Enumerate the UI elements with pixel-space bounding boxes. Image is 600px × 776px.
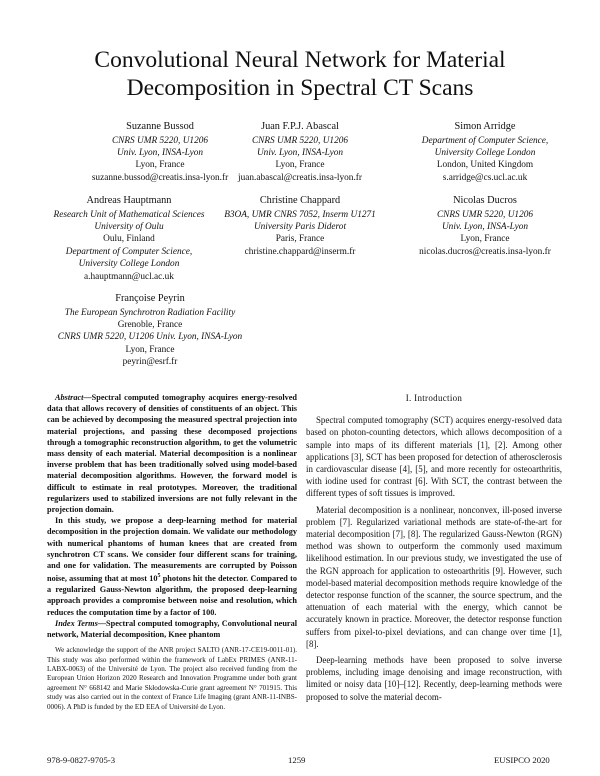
author-block [212,194,388,258]
paper-title: Convolutional Neural Network for Material Decomposition in Spectral CT Scans [94,47,506,101]
photon-exponent: 5 [157,573,161,580]
abstract-lead: Abstract [55,393,84,402]
author-block [38,194,220,283]
acknowledgment-footnote: We acknowledge the support of the ANR project SALTO (ANR-17-CE19-0011-01). This study was also performed within the framework of LabEx PRIMES (ANR-11-LABX-0063) of the Université de Lyon. The project also received funding from the European Union Horizon 2020 Research and Innovation Programme under both grant agreement N° 668142 and Marie Skłodowska-Curie grant agreement N° 701915. This study was also carried out in the context of France Life Imaging (grant ANR-11-INBS-0006). A PhD is funded by the ED EEA of Université de Lyon. [47,646,297,711]
footer-conference: EUSIPCO 2020 [494,755,550,765]
author-name: Simon Arridge [454,121,516,132]
footer-isbn: 978-9-0827-9705-3 [47,755,116,765]
author-affiliation-line: University Paris Diderot [253,221,347,232]
author-affiliation-line: CNRS UMR 5220, U1206 Univ. Lyon, INSA-Lyon [57,332,243,343]
right-column [306,392,562,707]
index-terms: Index Terms—Spectral computed tomography, Convolutional neural network, Material decomposition, Knee phantom [47,618,297,640]
author-affiliation-line: CNRS UMR 5220, U1206 [251,135,349,146]
author-affiliation-line: Department of Computer Science, [65,246,193,257]
author-affiliation-line: Department of Computer Science, [421,135,549,146]
author-affiliation-line: London, United Kingdom [436,160,534,171]
author-affiliation-line: CNRS UMR 5220, U1206 [111,135,209,146]
author-name: Nicolas Ducros [453,195,517,206]
intro-paragraph: Deep-learning methods have been proposed to solve inverse problems, including image denoising and image reconstruction, with limited or noisy data [10]–[12]. Recently, deep-learning methods were proposed to solve the material decom- [306,655,562,702]
author-affiliation-line: The European Synchrotron Radiation Facility [64,307,236,318]
author-affiliation-line: Lyon, France [125,344,175,355]
intro-paragraph: Spectral computed tomography (SCT) acquires energy-resolved data based on photon-counting detectors, which allows decomposition of a sample into maps of its different materials [1], [2]. Among other applications [3], SCT has been proposed for detection of atherosclerosis in cardiovascular disease [4], [5], and more recently for osteoarthritis, with iodine used for contrast [6]. With SCT, the contrast between the different types of soft tissues is improved. [306,415,562,499]
author-block [220,120,380,184]
author-affiliation-line: nicolas.ducros@creatis.insa-lyon.fr [419,246,551,257]
author-affiliation-line: B3OA, UMR CNRS 7052, Inserm U1271 [224,209,376,220]
author-block [405,194,565,258]
author-affiliation-line: suzanne.bussod@creatis.insa-lyon.fr [91,172,229,183]
author-block [40,292,260,369]
author-affiliation-line: Lyon, France [135,160,185,171]
author-affiliation-line: Univ. Lyon, INSA-Lyon [256,147,344,158]
left-column [47,392,297,712]
author-name: Françoise Peyrin [115,293,185,304]
author-affiliation-line: juan.abascal@creatis.insa-lyon.fr [238,172,362,183]
author-affiliation-line: Lyon, France [460,234,510,245]
author-affiliation-line: Univ. Lyon, INSA-Lyon [116,147,204,158]
author-affiliation-line: Grenoble, France [117,319,183,330]
abstract-paragraph-2: In this study, we propose a deep-learning method for material decomposition in the projection domain. We validate our methodology with numerical phantoms of human knees that are created from synchrotron CT scans. We consider four different scans for training, and one for validation. The measurements are corrupted by Poisson noise, assuming that at most $10^5$ photons hit the detector. Compared to a regularized Gauss-Newton algorithm, the proposed deep-learning approach provides a compromise between noise and resolution, which reduces the computation time by a factor of 100. [47,516,297,617]
section-heading: I. Introduction [405,393,463,403]
author-affiliation-line: peyrin@esrf.fr [122,357,178,368]
author-affiliation-line: University College London [78,259,180,270]
author-name: Suzanne Bussod [126,121,194,132]
author-affiliation-line: s.arridge@cs.ucl.ac.uk [442,172,528,183]
author-affiliation-line: christine.chappard@inserm.fr [244,246,356,257]
author-affiliation-line: University College London [434,147,536,158]
abstract-paragraph-1: Abstract—Spectral computed tomography acquires energy-resolved data that allows recovery of densities of constituents of an object. This can be achieved by decomposing the measured spectral projection into material projections, and passing these decomposed projections through a tomographic reconstruction algorithm, to get the volumetric mass density of each material. Material decomposition is a nonlinear inverse problem that has been traditionally solved using model-based material decomposition algorithms. However, the forward model is difficult to estimate in real prototypes. Moreover, the traditional regularizers used to stabilized inversions are not fully relevant in the projection domain. [47,393,297,515]
author-affiliation-line: Paris, France [275,234,325,245]
author-affiliation-line: CNRS UMR 5220, U1206 [436,209,534,220]
author-affiliation-line: Oulu, Finland [103,234,155,245]
author-affiliation-line: Research Unit of Mathematical Sciences [53,209,205,220]
author-affiliation-line: University of Oulu [94,221,164,232]
author-affiliation-line: a.hauptmann@ucl.ac.uk [84,271,174,282]
index-terms-lead: Index Terms [55,618,98,628]
author-block [400,120,570,184]
author-name: Andreas Hauptmann [86,195,172,206]
author-name: Juan F.P.J. Abascal [261,121,339,132]
intro-paragraph: Material decomposition is a nonlinear, nonconvex, ill-posed inverse problem [7]. Regularized variational methods are state-of-the-art for material decomposition [7], [8]. The regularized Gauss-Newton (RGN) method was shown to outperform the commonly used maximum likelihood estimation. In our previous study, we investigated the use of the RGN approach for application to osteoarthritis [9]. However, such model-based material decomposition methods require knowledge of the detector response function of the scanner, the source spectrum, and the attenuation of each material with the energy, which cannot be accurately known in practice. Moreover, the detector response function suffers from pixel-to-pixel deviations, and can change over time [1], [8]. [306,504,562,649]
author-affiliation-line: Univ. Lyon, INSA-Lyon [441,221,529,232]
author-affiliation-line: Lyon, France [275,160,325,171]
author-block [80,120,240,184]
author-name: Christine Chappard [259,195,341,206]
footer-page-number: 1259 [288,755,306,765]
